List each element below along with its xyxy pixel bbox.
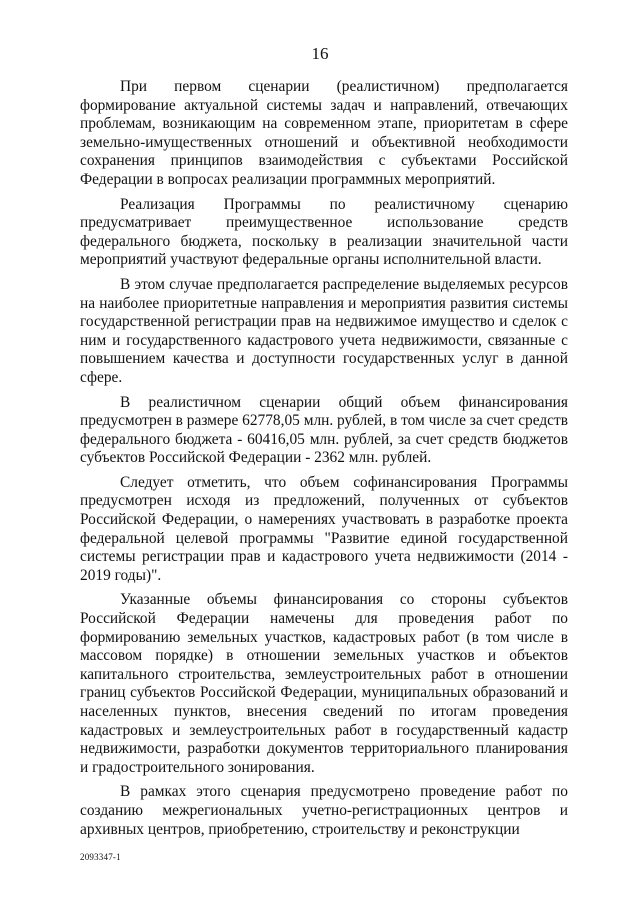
page-number: 16 (311, 44, 329, 63)
paragraph-3: В этом случае предполагается распределение выделяемых ресурсов на наиболее приоритетные направления и мероприятия развития системы государственной регистрации прав на недвижимое имущество и сделок с ним и государственного кадастрового учета недвижимости, связанные с повышением качества и доступности государственных услуг в данной сфере. (80, 275, 568, 386)
document-body (80, 78, 568, 845)
paragraph-6: Указанные объемы финансирования со стороны субъектов Российской Федерации намечены для проведения работ по формированию земельных участков, кадастровых работ (в том числе в массовом порядке) в отношении земельных участков и объектов капитального строительства, землеустроительных работ в отношении границ субъектов Российской Федерации, муниципальных образований и населенных пунктов, внесения сведений по итогам проведения кадастровых и землеустроительных работ в государственный кадастр недвижимости, разработки документов территориального планирования и градостроительного зонирования. (80, 591, 568, 776)
paragraph-2: Реализация Программы по реалистичному сценарию предусматривает преимущественное использование средств федерального бюджета, поскольку в реализации значительной части мероприятий участвуют федеральные органы исполнительной власти. (80, 195, 568, 269)
paragraph-1: При первом сценарии (реалистичном) предполагается формирование актуальной системы задач и направлений, отвечающих проблемам, возникающим на современном этапе, приоритетам в сфере земельно-имущественных отношений и объективной необходимости сохранения принципов взаимодействия с субъектами Российской Федерации в вопросах реализации программных мероприятий. (80, 78, 568, 188)
paragraph-5: Следует отметить, что объем софинансирования Программы предусмотрен исходя из предложений, полученных от субъектов Российской Федерации, о намерениях участвовать в разработке проекта федеральной целевой программы "Развитие единой государственной системы регистрации прав и кадастрового учета недвижимости (2014 - 2019 годы)". (80, 473, 568, 584)
paragraph-7: В рамках этого сценария предусмотрено проведение работ по созданию межрегиональных учетно-регистрационных центров и архивных центров, приобретению, строительству и реконструкции (80, 783, 568, 838)
document-code: 2093347-1 (80, 852, 121, 862)
paragraph-4: В реалистичном сценарии общий объем финансирования предусмотрен в размере 62778,05 млн. рублей, в том числе за счет средств федерального бюджета - 60416,05 млн. рублей, за счет средств бюджетов субъектов Российской Федерации - 2362 млн. рублей. (80, 393, 568, 467)
